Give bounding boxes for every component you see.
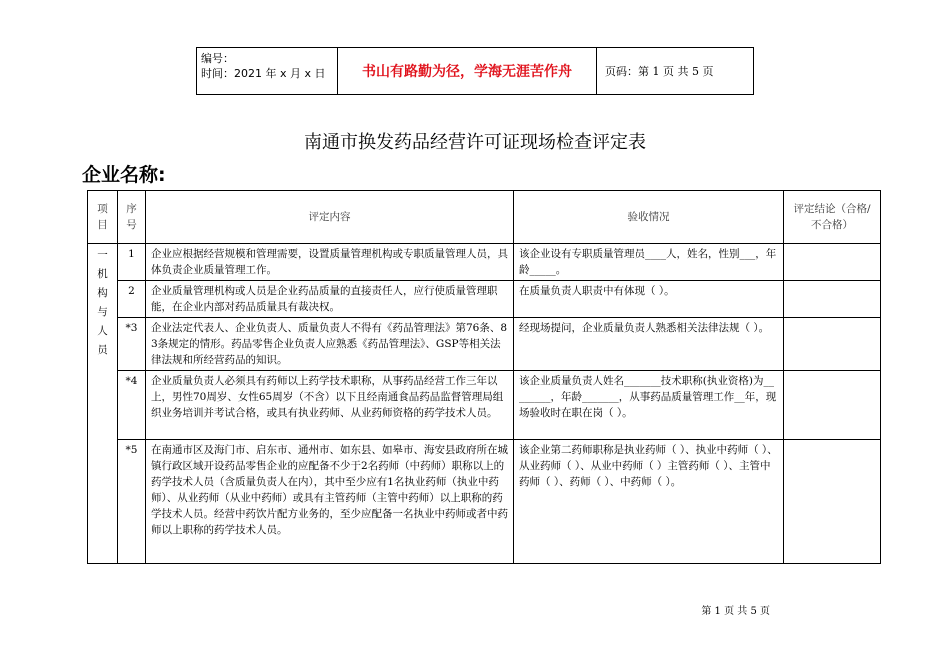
motto: 书山有路勤为径，学海无涯苦作舟 (338, 48, 597, 94)
row-check: 该企业设有专职质量管理员____人，姓名，性别___，年龄_____。 (514, 244, 784, 281)
document-header (196, 47, 754, 95)
company-name-label: 企业名称: (82, 164, 166, 186)
row-check: 在质量负责人职责中有体现（ ）。 (514, 281, 784, 318)
page-footer: 第 1 页 共 5 页 (701, 606, 770, 617)
row-result[interactable] (784, 371, 881, 440)
row-result[interactable] (784, 281, 881, 318)
document-title: 南通市换发药品经营许可证现场检查评定表 (304, 132, 646, 153)
table-row (88, 440, 881, 564)
row-content: 在南通市区及海门市、启东市、通州市、如东县、如皋市、海安县政府所在城镇行政区域开设药品零售企业的应配备不少于2名药师（中药师）职称以上的药学技术人员（含质量负责人在内），其中至少应有1名执业药师（执业中药师）、从业药师（从业中药师）或具有主管药师（主管中药师）以上职称的药学技术人员。经营中药饮片配方业务的，至少应配备一名执业中药师或者中药师以上职称的药学技术人员。 (146, 440, 514, 564)
row-seq: *3 (118, 318, 146, 371)
header-check: 验收情况 (514, 191, 784, 244)
table-row (88, 371, 881, 440)
row-content: 企业质量负责人必须具有药师以上药学技术职称，从事药品经营工作三年以上，男性70周岁、女性65周岁（不含）以下且经南通食品药品监督管理局组织业务培训并考试合格，或具有执业药师、从业药师资格的药学技术人员。 (146, 371, 514, 440)
header-result: 评定结论（合格/不合格） (784, 191, 881, 244)
row-seq: *4 (118, 371, 146, 440)
row-content: 企业质量管理机构或人员是企业药品质量的直接责任人，应行使质量管理职能，在企业内部对药品质量具有裁决权。 (146, 281, 514, 318)
row-check: 该企业第二药师职称是执业药师（ ）、执业中药师（ ）、从业药师（ ）、从业中药师（ ）主管药师（ ）、主管中药师（ ）、药师（ ）、中药师（ ）。 (514, 440, 784, 564)
header-seq: 序号 (118, 191, 146, 244)
row-check: 该企业质量负责人姓名_______技术职称(执业资格)为________，年龄_______，从事药品质量管理工作__年，现场验收时在职在岗（ ）。 (514, 371, 784, 440)
row-seq: 2 (118, 281, 146, 318)
row-result[interactable] (784, 440, 881, 564)
row-seq: 1 (118, 244, 146, 281)
number-label: 编号： (201, 52, 234, 65)
table-row (88, 318, 881, 371)
table-row (88, 281, 881, 318)
row-result[interactable] (784, 244, 881, 281)
inspection-table (87, 190, 881, 564)
row-content: 企业法定代表人、企业负责人、质量负责人不得有《药品管理法》第76条、83条规定的情形。药品零售企业负责人应熟悉《药品管理法》、GSP等相关法律法规和所经营药品的知识。 (146, 318, 514, 371)
page-label: 页码：第 1 页 共 5 页 (605, 65, 714, 78)
row-result[interactable] (784, 318, 881, 371)
header-content: 评定内容 (146, 191, 514, 244)
table-row (88, 244, 881, 281)
row-seq: *5 (118, 440, 146, 564)
row-check: 经现场提问，企业质量负责人熟悉相关法律法规（ ）。 (514, 318, 784, 371)
header-category: 项目 (88, 191, 118, 244)
category-cell: 一机构与人员 (88, 244, 118, 564)
row-content: 企业应根据经营规模和管理需要，设置质量管理机构或专职质量管理人员，具体负责企业质量管理工作。 (146, 244, 514, 281)
header-meta (197, 48, 338, 94)
time-label: 时间：2021 年 x 月 x 日 (201, 67, 326, 80)
